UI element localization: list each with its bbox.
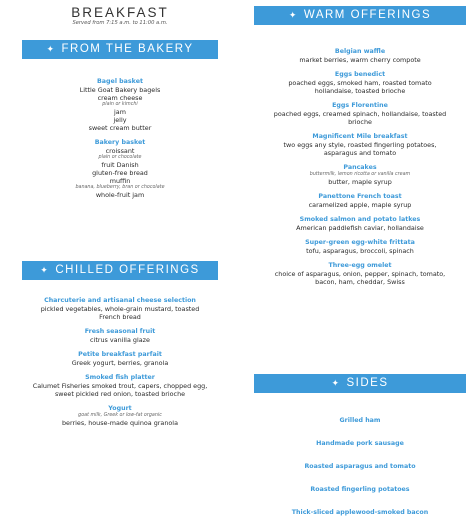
item-name: Smoked fish platter: [85, 374, 155, 381]
item-desc: American paddlefish caviar, hollandaise: [296, 224, 424, 232]
item-desc: brioche: [348, 118, 372, 126]
warm-items: [254, 48, 466, 293]
chilled-items: [22, 297, 218, 434]
item-desc: pickled vegetables, whole-grain mustard, toasted: [40, 305, 200, 313]
star-icon: ✦: [288, 10, 298, 20]
list-item: [22, 328, 218, 344]
item-desc: caramelized apple, maple syrup: [308, 201, 412, 209]
item-desc: poached eggs, creamed spinach, hollandaise, toasted: [273, 110, 447, 118]
item-name: Panettone French toast: [318, 193, 402, 200]
item-desc: croissant: [105, 147, 135, 155]
item-desc: citrus vanilla glaze: [90, 336, 150, 344]
list-item: [22, 139, 218, 199]
item-name: Three-egg omelet: [328, 262, 392, 269]
item-note: buttermilk, lemon ricotta or vanilla cream: [309, 172, 411, 177]
bakery-banner: [22, 40, 218, 59]
item-note: goat milk, Greek or low-fat organic: [78, 413, 162, 418]
item-desc: poached eggs, smoked ham, roasted tomato: [288, 79, 432, 87]
left-column: [22, 0, 218, 26]
list-item: [254, 71, 466, 95]
item-desc: cream cheese: [97, 94, 143, 102]
item-desc: Greek yogurt, berries, granola: [71, 359, 169, 367]
list-item: [22, 351, 218, 367]
side-item: Handmade pork sausage: [316, 440, 404, 447]
item-desc: sweet cream butter: [88, 124, 152, 132]
list-item: [254, 102, 466, 126]
list-item: [254, 133, 466, 157]
item-name: Smoked salmon and potato latkes: [299, 216, 421, 223]
item-desc: butter, maple syrup: [328, 178, 392, 186]
list-item: [254, 216, 466, 232]
bakery-banner-label: FROM THE BAKERY: [61, 43, 194, 55]
warm-banner: [254, 6, 466, 25]
list-item: [22, 405, 218, 427]
item-name: Fresh seasonal fruit: [84, 328, 156, 335]
page-title: BREAKFAST: [71, 5, 169, 20]
item-desc: two eggs any style, roasted fingerling potatoes,: [283, 141, 437, 149]
chilled-banner: [22, 261, 218, 280]
side-item: Grilled ham: [339, 417, 381, 424]
item-desc: choice of asparagus, onion, pepper, spinach, tomato,: [274, 270, 446, 278]
star-icon: ✦: [331, 378, 341, 388]
sides-banner-label: SIDES: [346, 377, 389, 389]
list-item: [22, 297, 218, 321]
item-desc: Little Goat Bakery bagels: [79, 86, 161, 94]
item-desc: French bread: [99, 313, 141, 321]
item-desc: jelly: [113, 116, 127, 124]
item-note: banana, blueberry, bran or chocolate: [75, 185, 165, 190]
side-item: Roasted fingerling potatoes: [310, 486, 410, 493]
item-desc: tofu, asparagus, broccoli, spinach: [306, 247, 414, 255]
item-note: plain or chocolate: [98, 155, 142, 160]
item-name: Petite breakfast parfait: [78, 351, 162, 358]
item-desc: market berries, warm cherry compote: [299, 56, 421, 64]
item-name: Eggs benedict: [334, 71, 386, 78]
side-item: Roasted asparagus and tomato: [304, 463, 416, 470]
item-name: Charcuterie and artisanal cheese selection: [44, 297, 196, 304]
item-name: Super-green egg-white frittata: [305, 239, 415, 246]
item-desc: muffin: [109, 177, 131, 185]
list-item: [254, 239, 466, 255]
list-item: [254, 164, 466, 186]
chilled-banner-label: CHILLED OFFERINGS: [55, 264, 200, 276]
item-desc: jam: [114, 108, 126, 116]
item-name: Bagel basket: [97, 78, 143, 85]
list-item: [254, 48, 466, 64]
item-name: Belgian waffle: [334, 48, 386, 55]
list-item: [22, 374, 218, 398]
item-name: Yogurt: [108, 405, 132, 412]
side-item: Thick-sliced applewood-smoked bacon: [291, 509, 429, 516]
item-desc: asparagus and tomato: [323, 149, 397, 157]
item-desc: Calumet Fisheries smoked trout, capers, chopped egg,: [32, 382, 208, 390]
list-item: [254, 193, 466, 209]
item-name: Magnificent Mile breakfast: [312, 133, 408, 140]
item-desc: gluten-free bread: [92, 169, 148, 177]
item-name: Pancakes: [343, 164, 377, 171]
item-desc: fruit Danish: [101, 161, 139, 169]
warm-banner-label: WARM OFFERINGS: [303, 9, 432, 21]
sides-items: [254, 417, 466, 517]
item-desc: berries, house-made quinoa granola: [61, 419, 178, 427]
sides-banner: [254, 374, 466, 393]
item-desc: hollandaise, toasted brioche: [314, 87, 406, 95]
list-item: [254, 262, 466, 286]
served-hours: Served from 7:15 a.m. to 11:00 a.m.: [72, 20, 168, 26]
star-icon: ✦: [46, 44, 56, 54]
item-name: Eggs Florentine: [332, 102, 388, 109]
bakery-items: [22, 78, 218, 206]
item-desc: bacon, ham, cheddar, Swiss: [315, 278, 405, 286]
item-desc: whole-fruit jam: [95, 191, 145, 199]
item-name: Bakery basket: [94, 139, 146, 146]
item-note: plain or kimchi: [102, 102, 138, 107]
star-icon: ✦: [40, 265, 50, 275]
item-desc: sweet pickled red onion, toasted brioche: [54, 390, 186, 398]
list-item: [22, 78, 218, 132]
